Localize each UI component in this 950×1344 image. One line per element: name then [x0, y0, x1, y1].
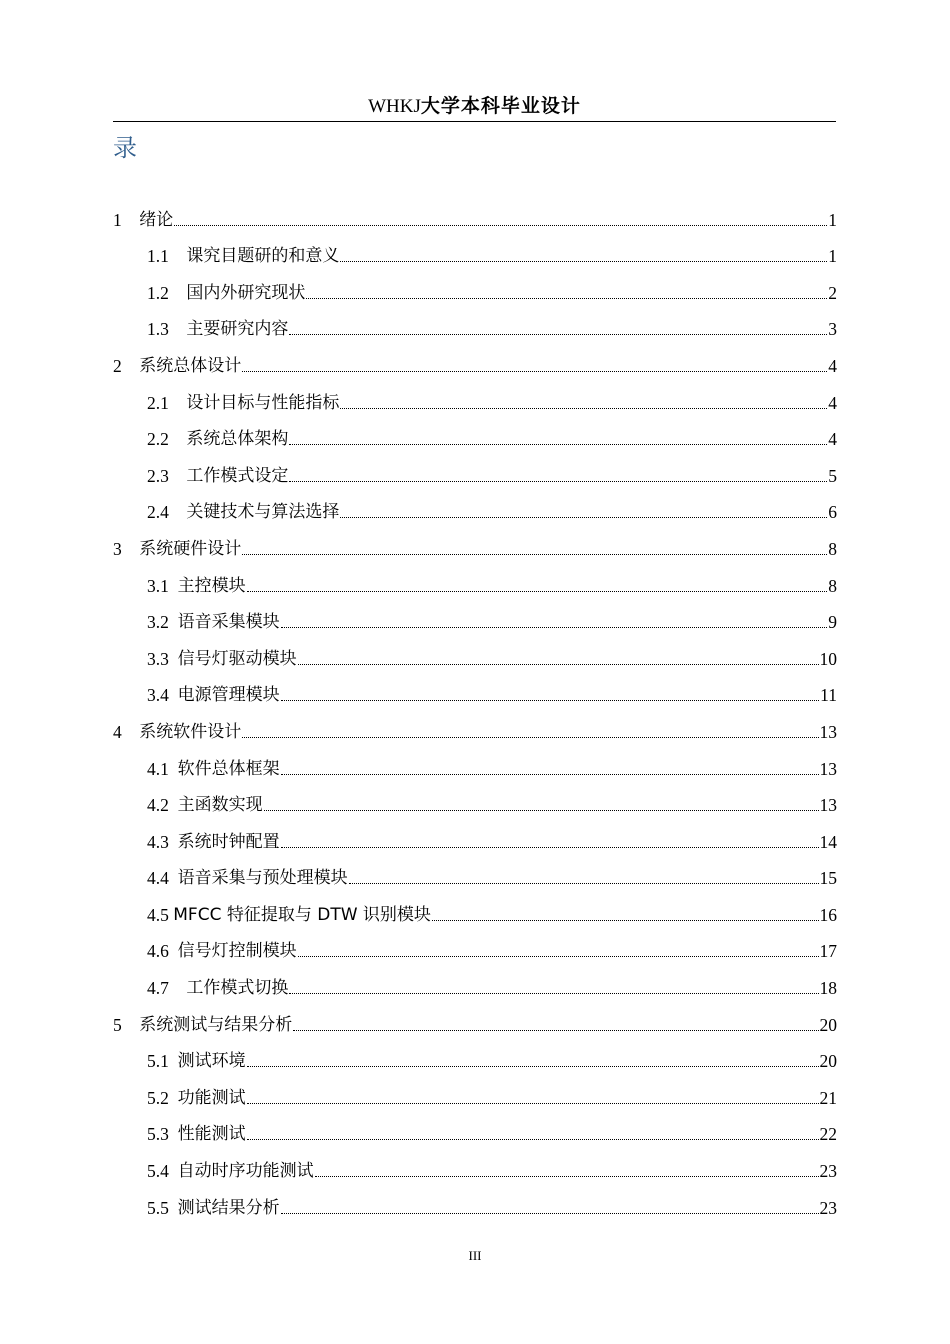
toc-entry[interactable]	[113, 1149, 837, 1186]
toc-entry-page: 23	[819, 1197, 837, 1218]
toc-entry-title: 系统总体架构	[186, 429, 289, 450]
toc-dot-leader	[306, 298, 827, 299]
toc-entry-number: 2.3	[147, 465, 169, 486]
toc-entry-number: 3	[113, 538, 122, 559]
toc-entry-spacer	[122, 1014, 140, 1036]
header-title-text: 大学本科毕业设计	[420, 95, 581, 117]
page-number: III	[468, 1248, 482, 1263]
toc-entry-title: 测试结果分析	[177, 1197, 280, 1218]
toc-entry-spacer	[169, 428, 187, 450]
toc-entry-title: 主要研究内容	[186, 319, 289, 340]
toc-entry-page: 17	[819, 941, 837, 962]
toc-entry-page: 8	[828, 575, 837, 596]
toc-dot-leader	[247, 1139, 819, 1140]
page-header	[113, 92, 836, 122]
toc-entry-title: 主控模块	[177, 575, 246, 596]
toc-entry-number: 4	[113, 721, 122, 742]
toc-entry[interactable]	[113, 966, 837, 1003]
toc-entry-number: 4.5	[147, 904, 169, 925]
toc-entry-number: 5	[113, 1014, 122, 1035]
toc-entry-spacer	[169, 1123, 178, 1145]
toc-entry[interactable]	[113, 820, 837, 857]
toc-dot-leader	[289, 444, 827, 445]
toc-entry-title: 设计目标与性能指标	[186, 392, 340, 413]
toc-entry[interactable]	[113, 637, 837, 674]
toc-entry-number: 1.3	[147, 319, 169, 340]
toc-entry-number: 4.7	[147, 978, 169, 999]
toc-entry-title: 电源管理模块	[177, 685, 280, 706]
toc-entry-page: 13	[819, 758, 837, 779]
toc-entry-title: 测试环境	[177, 1051, 246, 1072]
toc-entry[interactable]	[113, 747, 837, 784]
toc-entry-number: 1.2	[147, 282, 169, 303]
toc-entry-page: 20	[819, 1014, 837, 1035]
toc-entry[interactable]	[113, 710, 837, 747]
toc-entry-page: 10	[819, 648, 837, 669]
toc-entry-page: 1	[828, 209, 837, 230]
toc-entry-title: 信号灯控制模块	[177, 941, 297, 962]
toc-entry-spacer	[169, 1050, 178, 1072]
toc-entry[interactable]	[113, 857, 837, 894]
toc-entry-page: 4	[828, 429, 837, 450]
toc-entry-spacer	[169, 501, 187, 523]
toc-entry-title: 国内外研究现状	[186, 282, 306, 303]
toc-entry-number: 4.3	[147, 831, 169, 852]
toc-list	[113, 198, 837, 1223]
toc-dot-leader	[432, 920, 819, 921]
toc-entry[interactable]	[113, 601, 837, 638]
toc-entry-number: 2.4	[147, 502, 169, 523]
toc-entry-spacer	[122, 721, 140, 743]
toc-entry-spacer	[169, 245, 187, 267]
toc-entry-title: 工作模式设定	[186, 465, 289, 486]
toc-dot-leader	[298, 664, 819, 665]
toc-entry-page: 21	[819, 1087, 837, 1108]
toc-entry[interactable]	[113, 1186, 837, 1223]
toc-entry-spacer	[122, 355, 140, 377]
toc-entry-spacer	[169, 465, 187, 487]
toc-entry-title: 自动时序功能测试	[177, 1161, 314, 1182]
toc-entry-spacer	[169, 684, 178, 706]
toc-entry-number: 5.1	[147, 1051, 169, 1072]
toc-entry-number: 2.2	[147, 429, 169, 450]
toc-entry-number: 4.2	[147, 795, 169, 816]
toc-entry[interactable]	[113, 308, 837, 345]
toc-dot-leader	[340, 261, 827, 262]
toc-dot-leader	[281, 627, 828, 628]
toc-entry-page: 9	[828, 612, 837, 633]
toc-entry[interactable]	[113, 198, 837, 235]
toc-entry[interactable]	[113, 564, 837, 601]
toc-entry-title: 功能测试	[177, 1087, 246, 1108]
toc-dot-leader	[174, 225, 827, 226]
toc-entry-title: 信号灯驱动模块	[177, 648, 297, 669]
toc-entry-number: 5.5	[147, 1197, 169, 1218]
toc-dot-leader	[281, 1213, 819, 1214]
toc-dot-leader	[264, 810, 819, 811]
toc-entry-number: 5.3	[147, 1124, 169, 1145]
toc-dot-leader	[281, 700, 820, 701]
toc-entry-number: 4.1	[147, 758, 169, 779]
toc-entry-page: 20	[819, 1051, 837, 1072]
toc-dot-leader	[242, 737, 818, 738]
toc-entry-page: 8	[828, 538, 837, 559]
toc-entry-number: 2	[113, 355, 122, 376]
toc-entry[interactable]	[113, 491, 837, 528]
toc-dot-leader	[340, 408, 827, 409]
toc-dot-leader	[247, 591, 828, 592]
toc-entry-number: 1.1	[147, 246, 169, 267]
toc-entry[interactable]	[113, 1040, 837, 1077]
toc-entry-number: 3.3	[147, 648, 169, 669]
toc-entry-title: 工作模式切换	[186, 978, 289, 999]
toc-entry-page: 18	[819, 978, 837, 999]
header-title	[368, 92, 581, 121]
toc-entry-page: 5	[828, 465, 837, 486]
toc-entry-number: 1	[113, 209, 122, 230]
toc-dot-leader	[247, 1066, 819, 1067]
toc-entry-title: 关键技术与算法选择	[186, 502, 340, 523]
toc-entry-spacer	[169, 392, 187, 414]
toc-heading: 录	[113, 134, 137, 162]
toc-entry-spacer	[169, 318, 187, 340]
toc-dot-leader	[242, 554, 827, 555]
toc-entry-spacer	[169, 831, 178, 853]
toc-entry-spacer	[169, 794, 178, 816]
toc-entry[interactable]	[113, 1003, 837, 1040]
toc-entry-number: 4.6	[147, 941, 169, 962]
toc-entry-page: 1	[828, 246, 837, 267]
toc-entry-spacer	[169, 977, 187, 999]
header-prefix: WHKJ	[368, 96, 421, 117]
toc-entry-page: 16	[819, 904, 837, 925]
toc-entry-number: 2.1	[147, 392, 169, 413]
toc-dot-leader	[247, 1103, 819, 1104]
toc-entry-number: 3.2	[147, 612, 169, 633]
toc-entry-title: 性能测试	[177, 1124, 246, 1145]
toc-entry-title: 课究目题研的和意义	[186, 246, 340, 267]
toc-entry-page: 13	[819, 721, 837, 742]
toc-entry-number: 4.4	[147, 868, 169, 889]
toc-entry-spacer	[122, 538, 140, 560]
toc-entry-spacer	[169, 867, 178, 889]
toc-dot-leader	[281, 847, 819, 848]
toc-entry-page: 22	[819, 1124, 837, 1145]
toc-entry[interactable]	[113, 674, 837, 711]
toc-entry-spacer	[169, 611, 178, 633]
toc-entry-title: 系统软件设计	[139, 721, 242, 742]
toc-entry-number: 3.4	[147, 685, 169, 706]
toc-entry-spacer	[122, 209, 140, 231]
toc-entry-spacer	[169, 282, 187, 304]
toc-entry-page: 4	[828, 392, 837, 413]
toc-dot-leader	[340, 517, 827, 518]
toc-entry-number: 3.1	[147, 575, 169, 596]
toc-entry-spacer	[169, 1160, 178, 1182]
toc-entry[interactable]	[113, 1076, 837, 1113]
toc-entry-title: 软件总体框架	[177, 758, 280, 779]
toc-dot-leader	[298, 956, 819, 957]
toc-entry-title: 主函数实现	[177, 795, 263, 816]
toc-entry[interactable]	[113, 893, 837, 930]
toc-entry[interactable]	[113, 235, 837, 272]
toc-entry[interactable]	[113, 527, 837, 564]
toc-entry-title: 语音采集模块	[177, 612, 280, 633]
toc-entry-page: 11	[820, 685, 837, 706]
toc-entry[interactable]	[113, 1113, 837, 1150]
toc-entry-spacer	[169, 940, 178, 962]
toc-entry[interactable]	[113, 418, 837, 455]
toc-entry-number: 5.2	[147, 1087, 169, 1108]
toc-entry-number: 5.4	[147, 1161, 169, 1182]
toc-dot-leader	[281, 774, 819, 775]
toc-dot-leader	[315, 1176, 819, 1177]
toc-entry-title: 系统硬件设计	[139, 538, 242, 559]
toc-entry-title: 系统测试与结果分析	[139, 1014, 293, 1035]
toc-entry-page: 6	[828, 502, 837, 523]
toc-dot-leader	[289, 334, 827, 335]
toc-entry-title: 语音采集与预处理模块	[177, 868, 348, 889]
toc-dot-leader	[289, 993, 818, 994]
toc-entry[interactable]	[113, 454, 837, 491]
toc-entry-spacer	[169, 575, 178, 597]
toc-entry-page: 15	[819, 868, 837, 889]
toc-entry-spacer	[169, 758, 178, 780]
toc-entry-page: 14	[819, 831, 837, 852]
toc-entry[interactable]	[113, 784, 837, 821]
toc-dot-leader	[349, 883, 819, 884]
toc-entry-title: 系统时钟配置	[177, 831, 280, 852]
toc-entry-spacer	[169, 1087, 178, 1109]
toc-entry-spacer	[169, 648, 178, 670]
toc-entry-title: 系统总体设计	[139, 355, 242, 376]
toc-dot-leader	[289, 481, 827, 482]
toc-entry-title: MFCC 特征提取与 DTW 识别模块	[173, 904, 431, 925]
toc-dot-leader	[242, 371, 827, 372]
toc-entry[interactable]	[113, 271, 837, 308]
toc-entry-page: 23	[819, 1161, 837, 1182]
toc-entry-page: 3	[828, 319, 837, 340]
toc-entry-title: 绪论	[139, 209, 174, 230]
toc-entry-page: 2	[828, 282, 837, 303]
toc-entry[interactable]	[113, 344, 837, 381]
toc-entry[interactable]	[113, 930, 837, 967]
toc-entry[interactable]	[113, 381, 837, 418]
toc-entry-page: 13	[819, 795, 837, 816]
toc-entry-spacer	[169, 1197, 178, 1219]
toc-dot-leader	[293, 1030, 818, 1031]
toc-entry-page: 4	[828, 355, 837, 376]
